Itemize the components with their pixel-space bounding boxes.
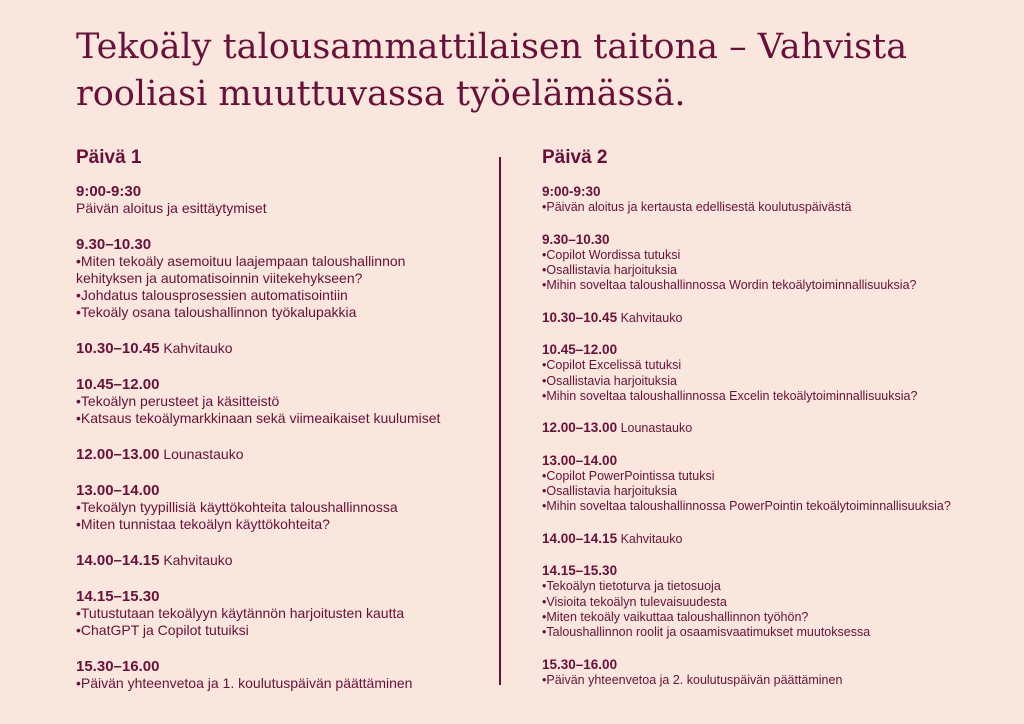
agenda-item: •Osallistavia harjoituksia bbox=[542, 263, 677, 278]
agenda-item: •Osallistavia harjoituksia bbox=[542, 484, 677, 499]
schedule-block-header bbox=[542, 184, 1017, 200]
agenda-item: kehityksen ja automatisoinnin viitekehykseen? bbox=[76, 270, 363, 286]
schedule-block-header bbox=[542, 342, 1017, 358]
title-line-2: rooliasi muuttuvassa työelämässä. bbox=[76, 74, 686, 114]
break-label: Kahvitauko bbox=[163, 552, 233, 568]
agenda-item: •Mihin soveltaa taloushallinnossa Excelin tekoälytoiminnallisuuksia? bbox=[542, 388, 918, 403]
schedule-block-header bbox=[76, 658, 496, 675]
title-line-1: Tekoäly talousammattilaisen taitona – Vahvista bbox=[76, 27, 908, 67]
time-slot: 14.15–15.30 bbox=[542, 563, 618, 579]
agenda-item: •Päivän aloitus ja kertausta edellisestä koulutuspäivästä bbox=[542, 200, 852, 215]
agenda-item: •Tekoäly osana taloushallinnon työkalupakkia bbox=[76, 304, 357, 320]
schedule-block bbox=[76, 552, 496, 569]
schedule-block bbox=[76, 340, 496, 357]
agenda-item: •Osallistavia harjoituksia bbox=[542, 373, 677, 388]
agenda-item: •Mihin soveltaa taloushallinnossa Wordin tekoälytoiminnallisuuksia? bbox=[542, 278, 917, 293]
agenda-item: •Copilot Excelissä tutuksi bbox=[542, 358, 682, 373]
time-slot: 9:00-9:30 bbox=[542, 184, 601, 199]
schedule-block bbox=[542, 420, 1017, 436]
schedule-block-header bbox=[76, 446, 496, 463]
schedule-block-header bbox=[76, 236, 496, 253]
agenda-item: •Katsaus tekoälymarkkinaan sekä viimeaikaiset kuulumiset bbox=[76, 410, 441, 426]
day-2-heading: Päivä 2 bbox=[542, 147, 608, 168]
break-label: Kahvitauko bbox=[620, 310, 683, 325]
time-slot: 12.00–13.00 bbox=[76, 446, 160, 463]
schedule-block-header bbox=[542, 453, 1017, 469]
time-slot: 10.45–12.00 bbox=[76, 376, 160, 393]
schedule-block bbox=[542, 531, 1017, 547]
schedule-block bbox=[76, 588, 496, 639]
schedule-block-header bbox=[76, 552, 496, 569]
time-slot: 10.30–10.45 bbox=[542, 309, 618, 325]
schedule-block-header bbox=[542, 657, 1017, 673]
agenda-item: •Tekoälyn tietoturva ja tietosuoja bbox=[542, 579, 721, 594]
day-1-schedule bbox=[76, 183, 496, 692]
time-slot: 15.30–16.00 bbox=[76, 658, 160, 675]
schedule-block bbox=[76, 236, 496, 321]
schedule-block-header bbox=[542, 531, 1017, 547]
schedule-block-header bbox=[542, 310, 1017, 326]
schedule-block-header bbox=[76, 340, 496, 357]
column-divider bbox=[499, 157, 501, 685]
schedule-block bbox=[542, 342, 1017, 404]
schedule-block-header bbox=[542, 420, 1017, 436]
time-slot: 13.00–14.00 bbox=[542, 452, 618, 468]
agenda-item: •Miten tunnistaa tekoälyn käyttökohteita? bbox=[76, 516, 330, 532]
time-slot: 15.30–16.00 bbox=[542, 656, 618, 672]
page-title bbox=[76, 24, 976, 118]
agenda-item: •Mihin soveltaa taloushallinnossa PowerPointin tekoälytoiminnallisuuksia? bbox=[542, 499, 951, 514]
time-slot: 9.30–10.30 bbox=[76, 236, 152, 253]
schedule-block bbox=[542, 563, 1017, 640]
schedule-block bbox=[542, 184, 1017, 216]
schedule-block bbox=[76, 446, 496, 463]
agenda-item: •Copilot PowerPointissa tutuksi bbox=[542, 468, 715, 483]
agenda-item: •Päivän yhteenvetoa ja 1. koulutuspäivän päättäminen bbox=[76, 675, 413, 691]
agenda-item: Päivän aloitus ja esittäytymiset bbox=[76, 200, 267, 216]
agenda-item: •ChatGPT ja Copilot tutuiksi bbox=[76, 622, 249, 638]
schedule-block bbox=[76, 658, 496, 692]
time-slot: 14.15–15.30 bbox=[76, 588, 160, 605]
time-slot: 14.00–14.15 bbox=[542, 530, 618, 546]
break-label: Lounastauko bbox=[620, 421, 693, 436]
agenda-item: •Tekoälyn tyypillisiä käyttökohteita taloushallinnossa bbox=[76, 499, 398, 515]
schedule-block bbox=[542, 453, 1017, 515]
time-slot: 10.30–10.45 bbox=[76, 340, 160, 357]
time-slot: 9:00-9:30 bbox=[76, 183, 142, 200]
time-slot: 13.00–14.00 bbox=[76, 482, 160, 499]
time-slot: 14.00–14.15 bbox=[76, 552, 160, 569]
schedule-block-header bbox=[542, 563, 1017, 579]
agenda-item: •Miten tekoäly vaikuttaa taloushallinnon työhön? bbox=[542, 609, 809, 624]
schedule-block bbox=[542, 657, 1017, 689]
day-1-heading: Päivä 1 bbox=[76, 147, 142, 168]
schedule-block bbox=[542, 310, 1017, 326]
break-label: Kahvitauko bbox=[620, 531, 683, 546]
time-slot: 9.30–10.30 bbox=[542, 231, 610, 247]
break-label: Lounastauko bbox=[163, 446, 244, 462]
agenda-item: •Taloushallinnon roolit ja osaamisvaatimukset muutoksessa bbox=[542, 625, 871, 640]
agenda-item: •Visioita tekoälyn tulevaisuudesta bbox=[542, 594, 727, 609]
schedule-block-header bbox=[76, 482, 496, 499]
agenda-item: •Johdatus talousprosessien automatisointiin bbox=[76, 287, 348, 303]
schedule-block-header bbox=[76, 588, 496, 605]
time-slot: 12.00–13.00 bbox=[542, 420, 618, 436]
day-2-column bbox=[542, 146, 1017, 704]
day-2-schedule bbox=[542, 184, 1017, 688]
schedule-block-header bbox=[76, 376, 496, 393]
agenda-item: •Copilot Wordissa tutuksi bbox=[542, 247, 681, 262]
agenda-item: •Päivän yhteenvetoa ja 2. koulutuspäivän päättäminen bbox=[542, 672, 843, 687]
schedule-block bbox=[76, 376, 496, 427]
agenda-item: •Miten tekoäly asemoituu laajempaan taloushallinnon bbox=[76, 253, 406, 269]
schedule-block bbox=[76, 183, 496, 217]
schedule-block bbox=[76, 482, 496, 533]
agenda-item: •Tutustutaan tekoälyyn käytännön harjoitusten kautta bbox=[76, 605, 405, 621]
time-slot: 10.45–12.00 bbox=[542, 342, 618, 358]
break-label: Kahvitauko bbox=[163, 340, 233, 356]
day-1-column bbox=[76, 146, 496, 711]
schedule-block-header bbox=[76, 183, 496, 200]
agenda-item: •Tekoälyn perusteet ja käsitteistö bbox=[76, 393, 280, 409]
schedule-block bbox=[542, 232, 1017, 294]
schedule-block-header bbox=[542, 232, 1017, 248]
